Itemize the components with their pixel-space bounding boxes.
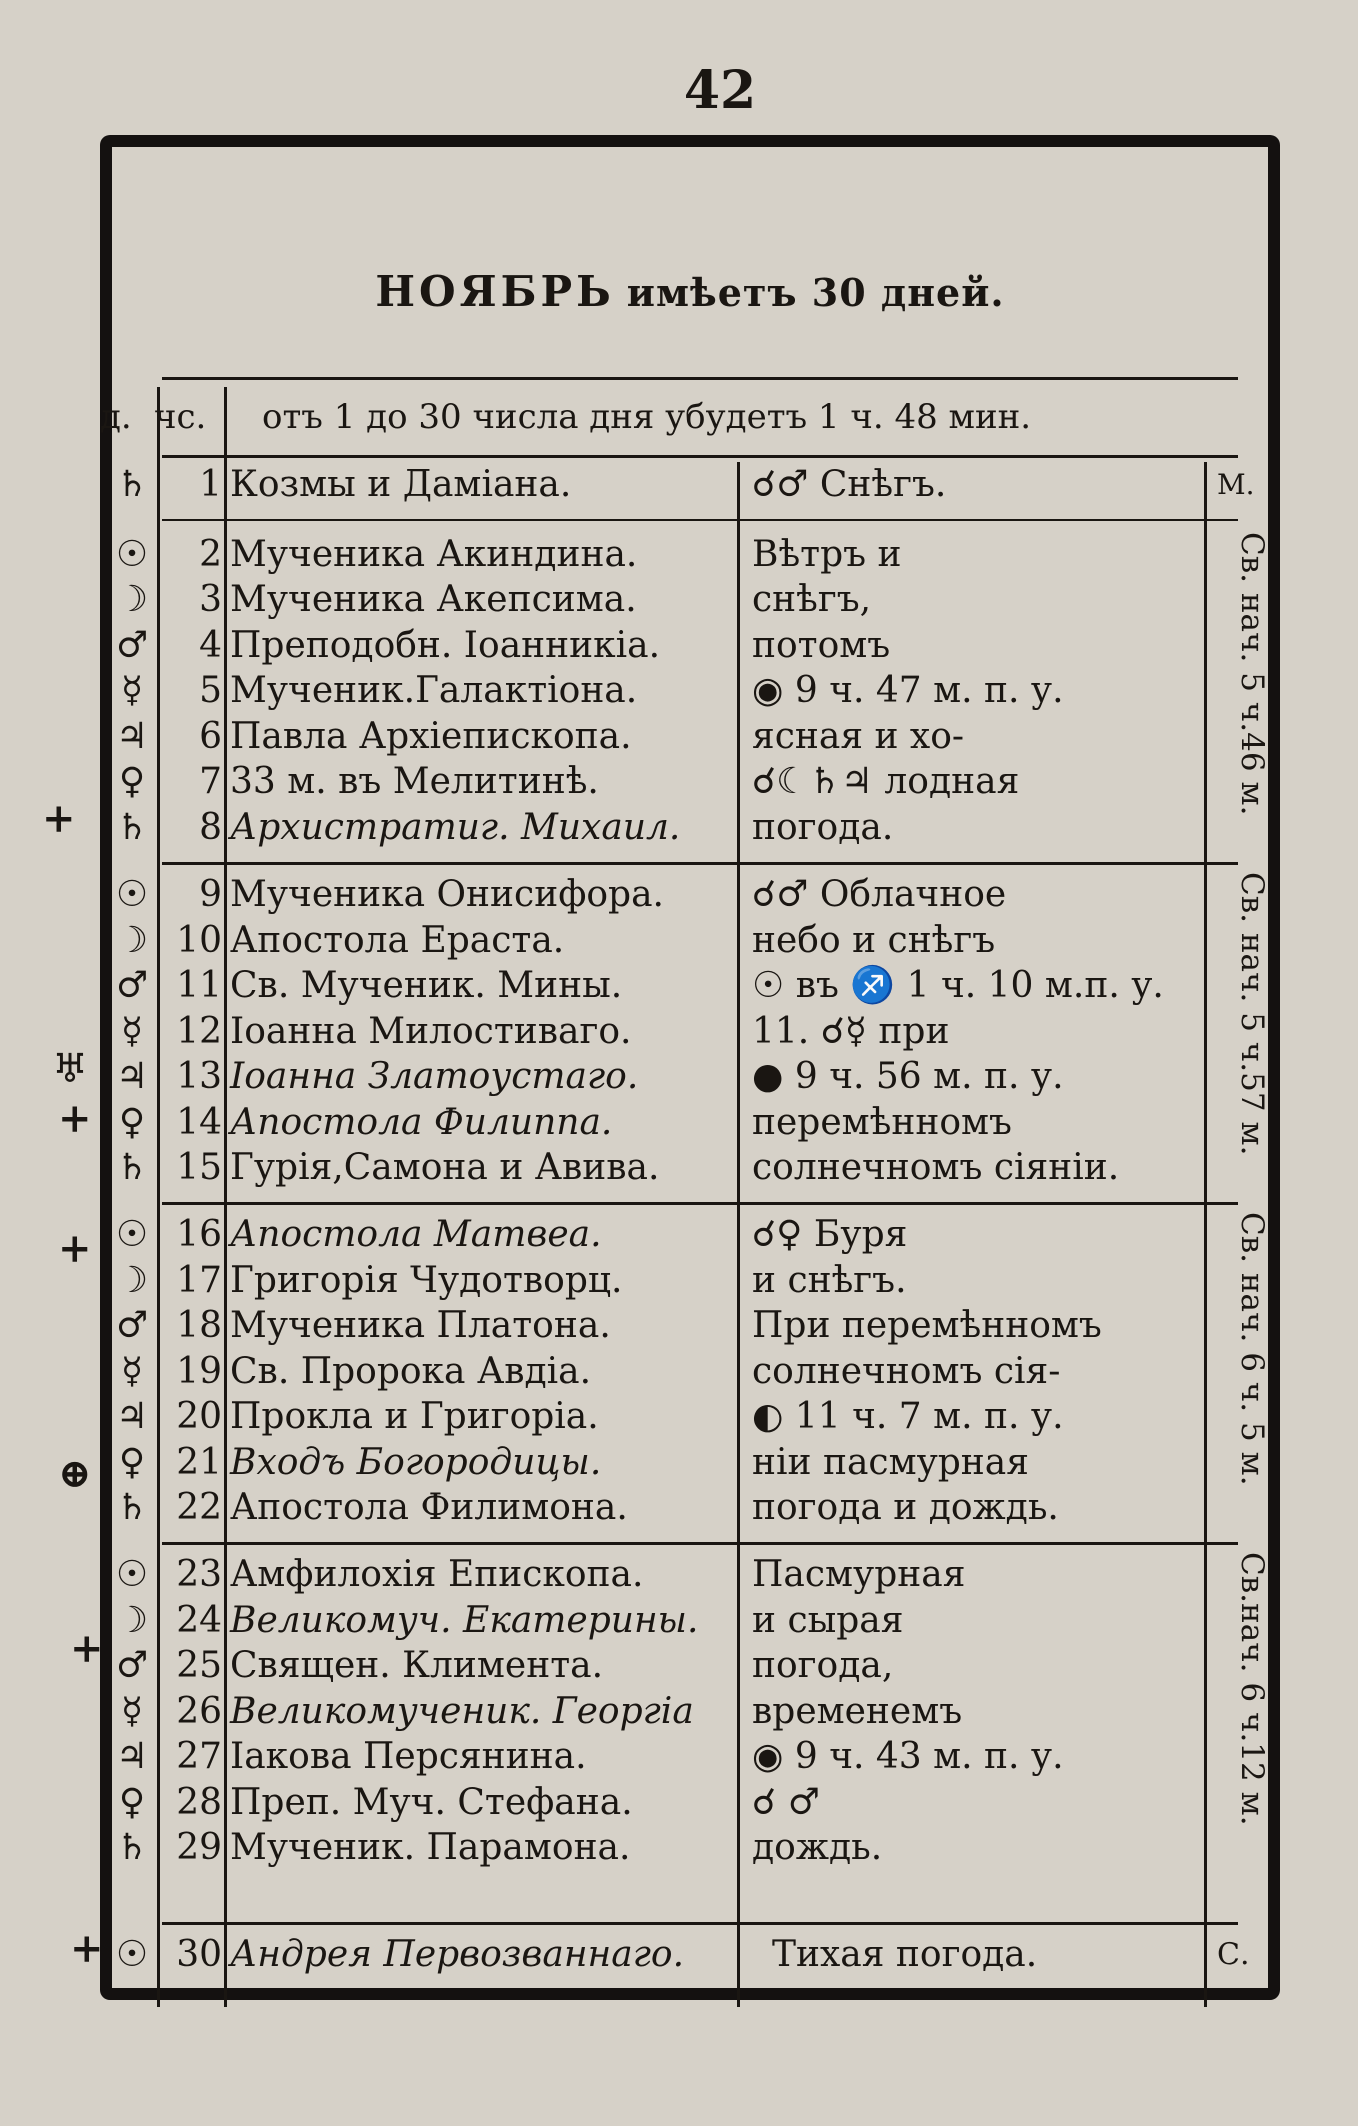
w4-r7-name: Мученик. Парамона. bbox=[230, 1827, 631, 1868]
w2-r5-name: Iоанна Златоустаго. bbox=[230, 1056, 639, 1097]
calendar-frame bbox=[100, 135, 1280, 2000]
w1-sunrise: Св. нач. 5 ч.46 м. bbox=[1234, 532, 1270, 816]
w4-r2-sym: ☽ bbox=[115, 1600, 149, 1641]
w1-r3-sym: ♂ bbox=[115, 625, 149, 666]
row-1-weather: ☌♂ Снѣгъ. bbox=[752, 464, 947, 505]
w4-r5-name: Iакова Персянина. bbox=[230, 1736, 587, 1777]
row-30-saint: Андрея Первозваннаго. bbox=[230, 1934, 685, 1975]
saint-column-rule bbox=[224, 387, 227, 2007]
w4-weather-7: дождь. bbox=[752, 1827, 883, 1868]
margin-cross-5: ⊕ bbox=[58, 1450, 92, 1497]
w1-r2-sym: ☽ bbox=[115, 579, 149, 620]
month-subtitle: имѣетъ 30 дней. bbox=[626, 270, 1005, 315]
header-top-rule bbox=[162, 377, 1238, 380]
w3-r7-sym: ♄ bbox=[115, 1487, 149, 1528]
w4-r3-sym: ♂ bbox=[115, 1645, 149, 1686]
w1-r4-name: Мученик.Галактiона. bbox=[230, 670, 638, 711]
w2-r2-name: Апостола Ераста. bbox=[230, 920, 565, 961]
side-column-rule bbox=[1204, 462, 1207, 2007]
w1-r2-num: 3 bbox=[199, 579, 222, 620]
w2-r4-sym: ☿ bbox=[120, 1011, 144, 1052]
margin-cross-1: + bbox=[42, 795, 76, 842]
margin-cross-2: ♅ bbox=[52, 1045, 88, 1092]
w4-weather-5: ◉ 9 ч. 43 м. п. у. bbox=[752, 1736, 1064, 1777]
w2-weather-5: ● 9 ч. 56 м. п. у. bbox=[752, 1056, 1064, 1097]
w1-weather-4: ◉ 9 ч. 47 м. п. у. bbox=[752, 670, 1064, 711]
w2-r6-name: Апостола Филиппа. bbox=[230, 1102, 613, 1143]
w3-r7-name: Апостола Филимона. bbox=[230, 1487, 628, 1528]
w3-r3-num: 18 bbox=[176, 1305, 222, 1346]
w4-r5-sym: ♃ bbox=[115, 1736, 149, 1777]
row-1-saint: Козмы и Дамiана. bbox=[230, 464, 572, 505]
margin-cross-3: + bbox=[58, 1095, 92, 1142]
w3-r1-num: 16 bbox=[176, 1214, 222, 1255]
w3-weather-7: погода и дождь. bbox=[752, 1487, 1059, 1528]
w4-r1-sym: ☉ bbox=[115, 1554, 149, 1595]
w4-r4-name: Великомученик. Георгiа bbox=[230, 1691, 694, 1732]
w4-r6-num: 28 bbox=[176, 1782, 222, 1823]
w3-r4-num: 19 bbox=[176, 1351, 222, 1392]
w3-r6-num: 21 bbox=[176, 1442, 222, 1483]
w1-r6-num: 7 bbox=[199, 761, 222, 802]
w2-r3-name: Св. Мученик. Мины. bbox=[230, 965, 623, 1006]
w4-weather-3: погода, bbox=[752, 1645, 894, 1686]
w1-r7-num: 8 bbox=[199, 807, 222, 848]
w1-r5-name: Павла Архiепископа. bbox=[230, 716, 632, 757]
w3-r5-num: 20 bbox=[176, 1396, 222, 1437]
w3-r4-sym: ☿ bbox=[120, 1351, 144, 1392]
month-title bbox=[112, 267, 1268, 316]
w2-weather-6: перемѣнномъ bbox=[752, 1102, 1012, 1143]
date-column-rule bbox=[157, 387, 160, 2007]
w2-r1-sym: ☉ bbox=[115, 874, 149, 915]
w1-r6-name: 33 м. въ Мелитинѣ. bbox=[230, 761, 599, 802]
w3-r5-sym: ♃ bbox=[115, 1396, 149, 1437]
w4-r7-sym: ♄ bbox=[115, 1827, 149, 1868]
w2-r6-sym: ♀ bbox=[118, 1102, 146, 1143]
w1-weather-1: Вѣтръ и bbox=[752, 534, 902, 575]
week-rule-3 bbox=[162, 1542, 1238, 1545]
week-rule-1 bbox=[162, 862, 1238, 865]
w2-r3-num: 11 bbox=[176, 965, 222, 1006]
w1-r3-num: 4 bbox=[199, 625, 222, 666]
w3-weather-6: нiи пасмурная bbox=[752, 1442, 1029, 1483]
w2-r5-sym: ♃ bbox=[115, 1056, 149, 1097]
w4-r1-name: Амфилохiя Епископа. bbox=[230, 1554, 644, 1595]
w2-weather-2: небо и снѣгъ bbox=[752, 920, 996, 961]
header-daylight-text: отъ 1 до 30 числа дня убудетъ 1 ч. 48 мин. bbox=[262, 397, 1032, 437]
row-30-day-symbol: ☉ bbox=[115, 1934, 149, 1975]
row-30-side: С. bbox=[1217, 1937, 1250, 1972]
row-30-weather: Тихая погода. bbox=[772, 1934, 1038, 1975]
w4-r6-name: Преп. Муч. Стефана. bbox=[230, 1782, 633, 1823]
w4-weather-2: и сырая bbox=[752, 1600, 904, 1641]
w2-r5-num: 13 bbox=[176, 1056, 222, 1097]
w2-weather-3: ☉ въ ♐ 1 ч. 10 м.п. у. bbox=[752, 965, 1164, 1006]
w2-r3-sym: ♂ bbox=[115, 965, 149, 1006]
week-rule-0 bbox=[162, 519, 1238, 521]
w1-weather-7: погода. bbox=[752, 807, 894, 848]
row-1-date: 1 bbox=[199, 464, 222, 505]
row-30-date: 30 bbox=[176, 1934, 222, 1975]
w3-weather-2: и снѣгъ. bbox=[752, 1260, 907, 1301]
w3-r2-sym: ☽ bbox=[115, 1260, 149, 1301]
w4-r2-name: Великомуч. Екатерины. bbox=[230, 1600, 699, 1641]
w3-r4-name: Св. Пророка Авдiа. bbox=[230, 1351, 592, 1392]
w4-r5-num: 27 bbox=[176, 1736, 222, 1777]
w4-sunrise: Св.нач. 6 ч.12 м. bbox=[1234, 1552, 1270, 1826]
w1-r3-name: Преподобн. Iоанникiа. bbox=[230, 625, 661, 666]
row-1-day-symbol: ♄ bbox=[115, 464, 149, 505]
w4-r1-num: 23 bbox=[176, 1554, 222, 1595]
w3-r7-num: 22 bbox=[176, 1487, 222, 1528]
header-date-label: чс. bbox=[154, 397, 207, 437]
row-1-side: М. bbox=[1217, 468, 1255, 501]
w4-r3-name: Священ. Климента. bbox=[230, 1645, 604, 1686]
w3-r1-name: Апостола Матвеа. bbox=[230, 1214, 602, 1255]
w1-r7-sym: ♄ bbox=[115, 807, 149, 848]
w4-weather-6: ☌ ♂ bbox=[752, 1782, 820, 1823]
w2-r2-sym: ☽ bbox=[115, 920, 149, 961]
w2-r1-name: Мученика Онисифора. bbox=[230, 874, 665, 915]
w1-r5-sym: ♃ bbox=[115, 716, 149, 757]
w1-r4-sym: ☿ bbox=[120, 670, 144, 711]
w1-r7-name: Архистратиг. Михаил. bbox=[230, 807, 681, 848]
w1-r1-num: 2 bbox=[199, 534, 222, 575]
week-rule-2 bbox=[162, 1202, 1238, 1205]
w4-r4-num: 26 bbox=[176, 1691, 222, 1732]
w2-weather-7: солнечномъ сiянiи. bbox=[752, 1147, 1120, 1188]
w3-r3-name: Мученика Платона. bbox=[230, 1305, 611, 1346]
margin-cross-7: + bbox=[70, 1925, 104, 1972]
w4-r4-sym: ☿ bbox=[120, 1691, 144, 1732]
w2-r6-num: 14 bbox=[176, 1102, 222, 1143]
w1-r2-name: Мученика Акепсима. bbox=[230, 579, 637, 620]
w2-r7-num: 15 bbox=[176, 1147, 222, 1188]
w3-r6-sym: ♀ bbox=[118, 1442, 146, 1483]
week-rule-4 bbox=[162, 1922, 1238, 1925]
w3-r2-num: 17 bbox=[176, 1260, 222, 1301]
w2-r7-name: Гурiя,Самона и Авива. bbox=[230, 1147, 660, 1188]
w2-r7-sym: ♄ bbox=[115, 1147, 149, 1188]
w3-weather-3: При перемѣнномъ bbox=[752, 1305, 1102, 1346]
w2-r2-num: 10 bbox=[176, 920, 222, 961]
w4-r2-num: 24 bbox=[176, 1600, 222, 1641]
w1-weather-3: потомъ bbox=[752, 625, 891, 666]
w1-r1-name: Мученика Акиндина. bbox=[230, 534, 638, 575]
header-day-label: д. bbox=[100, 397, 132, 437]
w1-r4-num: 5 bbox=[199, 670, 222, 711]
w1-weather-5: ясная и хо- bbox=[752, 716, 965, 757]
w4-weather-4: временемъ bbox=[752, 1691, 963, 1732]
w2-r4-num: 12 bbox=[176, 1011, 222, 1052]
w3-r6-name: Входъ Богородицы. bbox=[230, 1442, 602, 1483]
w2-r1-num: 9 bbox=[199, 874, 222, 915]
w2-r4-name: Iоанна Милостиваго. bbox=[230, 1011, 632, 1052]
w1-r6-sym: ♀ bbox=[118, 761, 146, 802]
w4-r7-num: 29 bbox=[176, 1827, 222, 1868]
page-number: 42 bbox=[683, 60, 757, 121]
w3-r3-sym: ♂ bbox=[115, 1305, 149, 1346]
weather-column-rule bbox=[737, 462, 740, 2007]
w3-r5-name: Прокла и Григорiа. bbox=[230, 1396, 599, 1437]
w1-weather-2: снѣгъ, bbox=[752, 579, 872, 620]
w3-sunrise: Св. нач. 6 ч. 5 м. bbox=[1234, 1212, 1270, 1486]
w3-weather-4: солнечномъ сiя- bbox=[752, 1351, 1061, 1392]
w2-weather-4: 11. ☌☿ при bbox=[752, 1011, 950, 1052]
w1-r5-num: 6 bbox=[199, 716, 222, 757]
w3-r2-name: Григорiя Чудотворц. bbox=[230, 1260, 623, 1301]
w2-sunrise: Св. нач. 5 ч.57 м. bbox=[1234, 872, 1270, 1156]
w2-weather-1: ☌♂ Облачное bbox=[752, 874, 1007, 915]
w4-r3-num: 25 bbox=[176, 1645, 222, 1686]
margin-cross-6: + bbox=[70, 1625, 104, 1672]
w4-r6-sym: ♀ bbox=[118, 1782, 146, 1823]
w1-weather-6: ☌☾♄♃ лодная bbox=[752, 761, 1020, 802]
header-bottom-rule bbox=[162, 455, 1238, 458]
w3-weather-5: ◐ 11 ч. 7 м. п. у. bbox=[752, 1396, 1064, 1437]
margin-cross-4: + bbox=[58, 1225, 92, 1272]
month-name: НОЯБРЬ bbox=[375, 267, 615, 316]
w4-weather-1: Пасмурная bbox=[752, 1554, 966, 1595]
w3-weather-1: ☌♀ Буря bbox=[752, 1214, 908, 1255]
w1-r1-sym: ☉ bbox=[115, 534, 149, 575]
w3-r1-sym: ☉ bbox=[115, 1214, 149, 1255]
